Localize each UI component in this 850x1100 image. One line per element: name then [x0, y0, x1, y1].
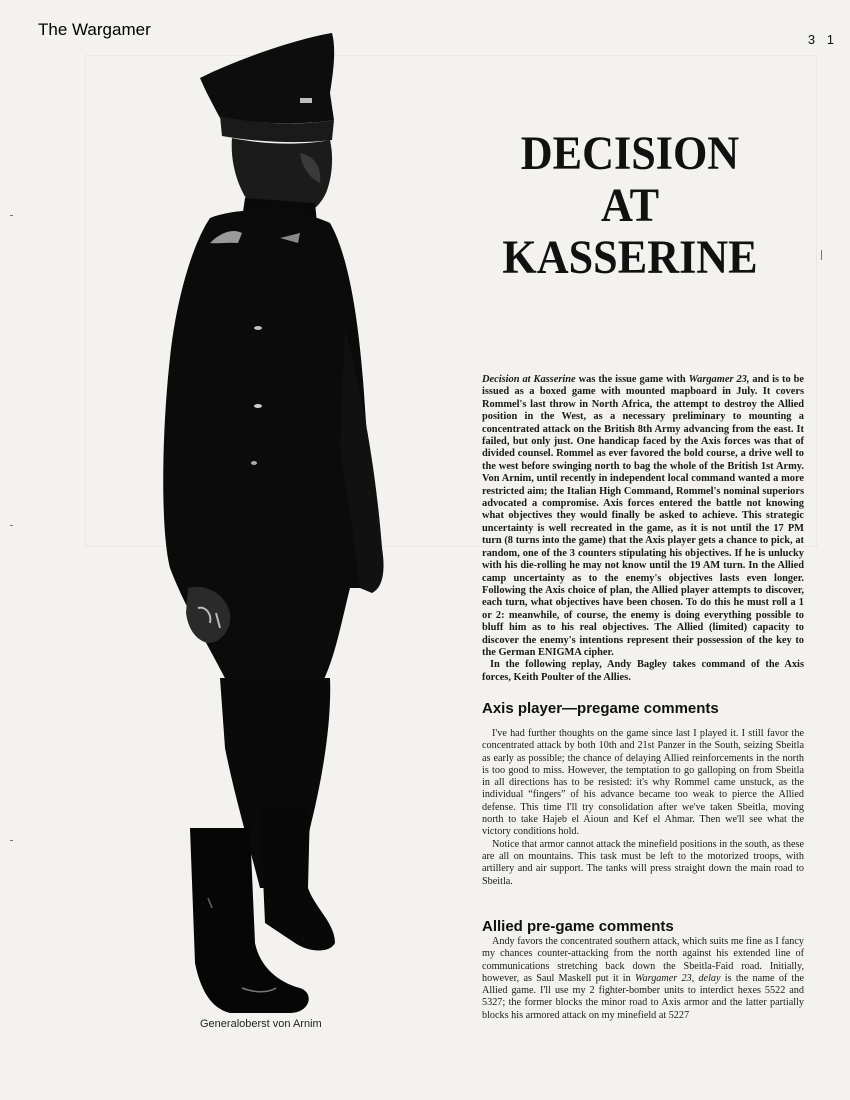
axis-paragraph-1: I've had further thoughts on the game since last I played it. I still favor the concentrated attack by both 10th and 21st Panzer in the South, seizing Sbeitla as early as possible; the chance of delaying Allied reinforcements in the north is too good to miss. However, the temptation to go galloping on from Sbeitla in all directions has to be resisted: it's why Rommel came unstuck, as the individual “fingers” of his advance became too weak to pierce the Allied defense. This time I'll try consolidation after we've taken Sbeitla, moving north to take Hajeb el Aioun and Kef el Ahmar. Then we'll see what the victory conditions hold. — [482, 728, 804, 838]
allied-section-heading: Allied pre-game comments — [482, 918, 674, 935]
general-portrait-photo — [150, 28, 390, 1018]
title-line-2: AT — [600, 179, 660, 232]
margin-mark — [10, 840, 13, 841]
title-line-1: DECISION — [520, 127, 740, 180]
article-title — [470, 128, 790, 284]
allied-text-1: Andy favors the concentrated southern attack, which suits me fine as I fancy my chances counter-attacking from the north against his extended line of communications stretching back down the Sbeitla-Faid road. Initially, however, as Saul Maskell put it in — [482, 936, 804, 984]
axis-section-heading: Axis player—pregame comments — [482, 700, 719, 717]
intro-issue-ref: Wargamer 23, — [688, 374, 750, 385]
allied-paragraph-1 — [482, 936, 804, 1022]
margin-mark — [10, 215, 13, 216]
intro-paragraphs — [482, 374, 804, 684]
publication-name: The Wargamer — [38, 20, 151, 39]
intro-paragraph-2: In the following replay, Andy Bagley takes command of the Axis forces, Keith Poulter of the Allies. — [482, 659, 804, 683]
photo-caption: Generaloberst von Arnim — [200, 1018, 322, 1030]
intro-paragraph-1 — [482, 374, 804, 659]
allied-text-2: is the name of the Allied game. I'll use my 2 fighter-bomber units to interdict hexes 5522 and 5327; the former blocks the minor road to Axis armor and the latter partially blocks his armored attack on my minefield at 5227 — [482, 972, 804, 1021]
allied-section-body — [482, 936, 804, 1022]
intro-text-2: and is to be issued as a boxed game with mounted mapboard in July. It covers Rommel's last throw in North Africa, the attempt to destroy the Allied position in the West, as a necessary preliminary to mounting a concentrated attack on the British 8th Army advancing from the east. It failed, but only just. One handicap faced by the Axis forces was that of divided counsel. Rommel as ever favored the bold course, a drive well to the west before swinging north to bag the whole of the British 1st Army. Von Arnim, until recently in independent local command wanted a more restricted aim; the Italian High Command, Rommel's nominal superiors advocated a compromise. Axis forces entered the battle not knowing what objectives they would finally be asked to achieve. This strategic uncertainty is well recreated in the game, as it is not until the 17 PM turn (8 turns into the game) that the Axis player gets a chance to pick, at random, one of the 3 counters stipulating his objectives. If he is unlucky with his die-rolling he may not know until the 19 AM turn. In the Allied camp uncertainty as to the enemy's objectives lasts even longer. Following the Axis choice of plan, the Allied player attempts to discover, each turn, what objectives have been chosen. To do this he must roll a 1 or 2: meanwhile, of course, the enemy is doing everything possible to bluff him as to his real objectives. The Allied (limited) capacity to discover the enemy's intentions represent their possession of the key to the German ENIGMA cipher. — [482, 374, 804, 658]
axis-section-body — [482, 728, 804, 888]
margin-mark — [10, 525, 13, 526]
intro-text-1: was the issue game with — [575, 374, 689, 385]
axis-paragraph-2: Notice that armor cannot attack the minefield positions in the south, as these are all on mountains. This task must be left to the motorized troops, with artillery and air support. The tanks will press straight down the main road to Sbeitla. — [482, 838, 804, 887]
allied-issue-ref: Wargamer 23, delay — [634, 972, 721, 984]
margin-mark — [821, 250, 822, 260]
intro-game-title: Decision at Kasserine — [482, 374, 576, 385]
page-number: 3 1 — [807, 32, 838, 47]
cap-shape — [200, 33, 334, 123]
right-boot — [260, 808, 335, 951]
title-line-3: KASSERINE — [502, 231, 758, 284]
